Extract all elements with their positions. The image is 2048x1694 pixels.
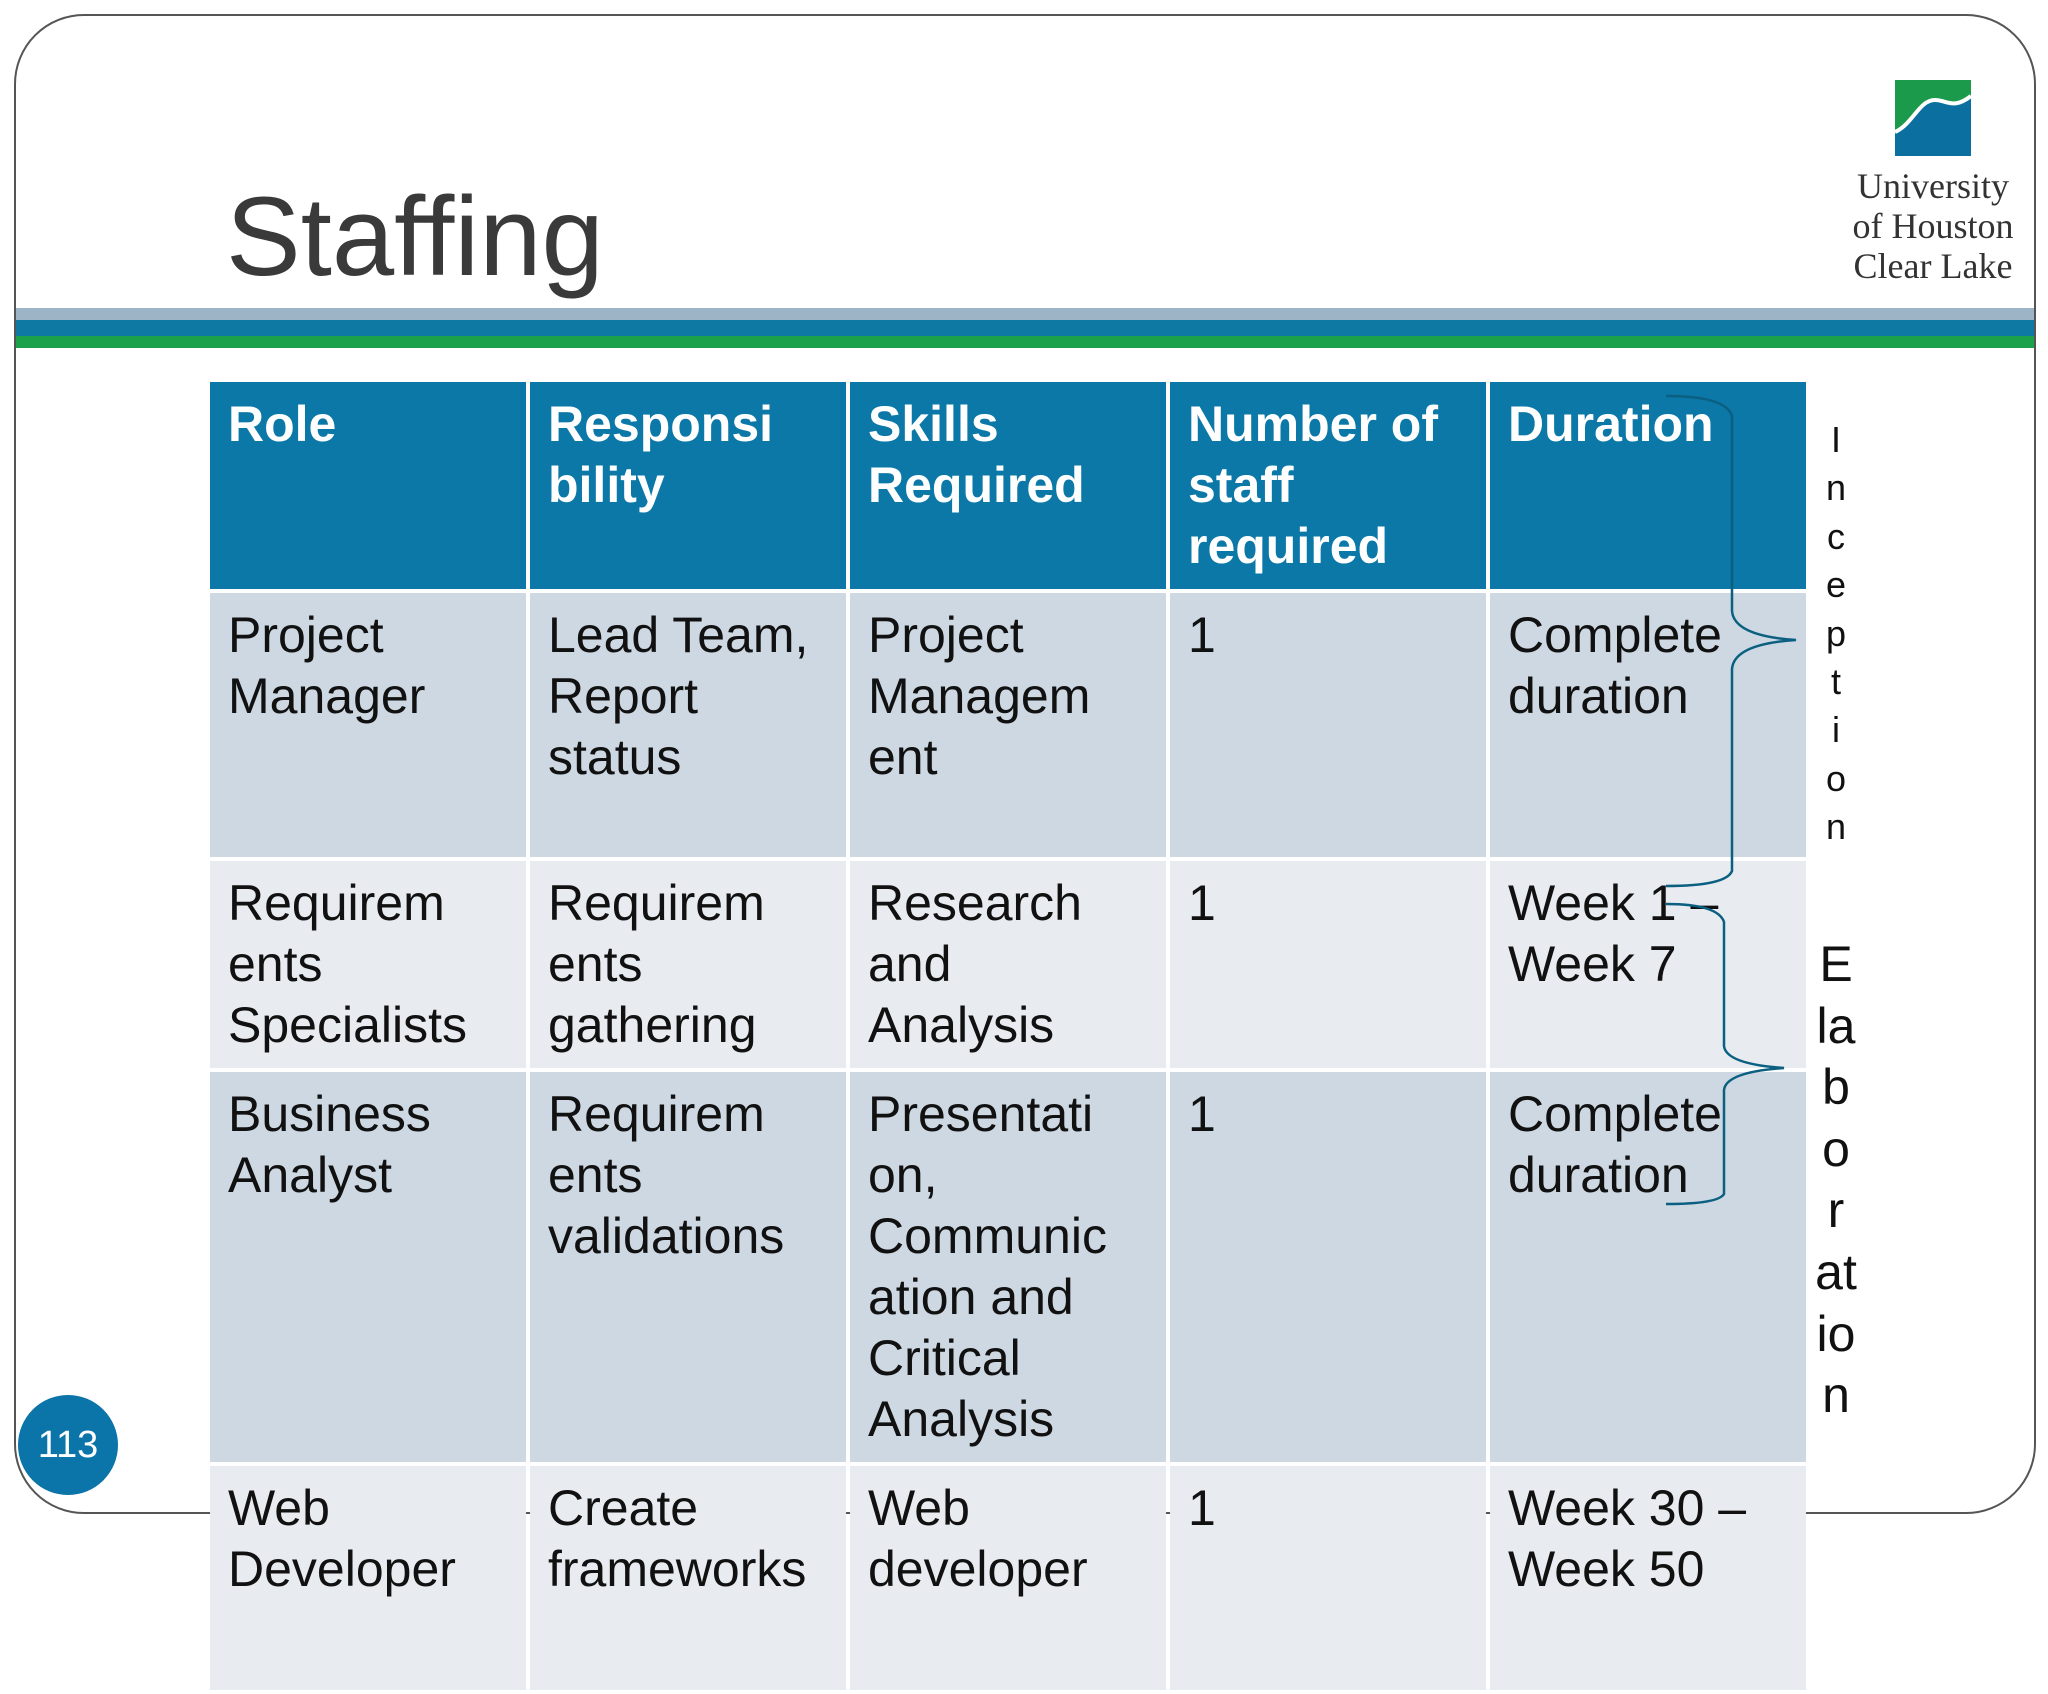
inception-label	[1816, 416, 1856, 852]
elaboration-letter: la	[1816, 997, 1856, 1054]
table-cell: Week 1 – Week 7	[1490, 861, 1806, 1068]
inception-letter: n	[1825, 467, 1847, 509]
inception-letter: n	[1825, 806, 1847, 848]
table-cell: Presentati on, Communic ation and Critical Analysis	[850, 1072, 1166, 1462]
logo-mark-icon	[1895, 80, 1971, 156]
table-cell: Create frameworks	[530, 1466, 846, 1690]
table-header-row	[210, 382, 1806, 589]
table-cell: Business Analyst	[210, 1072, 526, 1462]
header-rule-green	[16, 336, 2034, 348]
table-cell: Complete duration	[1490, 593, 1806, 857]
elaboration-letter: r	[1827, 1182, 1845, 1239]
column-header: Duration	[1490, 382, 1806, 589]
header-rule-grey	[16, 308, 2034, 320]
table-row	[210, 1466, 1806, 1690]
table-row	[210, 1072, 1806, 1462]
inception-letter: i	[1832, 709, 1840, 751]
table-cell: Requirem ents Specialists	[210, 861, 526, 1068]
inception-brace	[1666, 396, 1796, 886]
table-cell: Week 30 – Week 50	[1490, 1466, 1806, 1690]
university-logo	[1828, 80, 2038, 286]
inception-letter: c	[1827, 515, 1845, 557]
slide	[14, 14, 2036, 1597]
table-cell: Project Managem ent	[850, 593, 1166, 857]
header-rule-blue	[16, 320, 2034, 336]
table-row	[210, 593, 1806, 857]
page-number-badge: 113	[18, 1395, 118, 1495]
logo-line-1: University	[1857, 166, 2009, 206]
column-header: Number of staff required	[1170, 382, 1486, 589]
table-cell: Web Developer	[210, 1466, 526, 1690]
table-cell: Web developer	[850, 1466, 1166, 1690]
elaboration-letter: io	[1816, 1305, 1856, 1362]
table-cell: Project Manager	[210, 593, 526, 857]
table-cell: Requirem ents validations	[530, 1072, 846, 1462]
table-cell: 1	[1170, 1072, 1486, 1462]
elaboration-brace	[1666, 904, 1784, 1204]
table-row	[210, 861, 1806, 1068]
logo-line-3: Clear Lake	[1853, 246, 2013, 286]
inception-letter: t	[1830, 661, 1841, 703]
elaboration-label	[1796, 934, 1876, 1427]
phase-brackets	[1666, 386, 1806, 1206]
column-header: Role	[210, 382, 526, 589]
inception-letter: o	[1825, 757, 1847, 799]
column-header: Skills Required	[850, 382, 1166, 589]
inception-letter: p	[1825, 612, 1847, 654]
slide-title: Staffing	[226, 174, 604, 299]
column-header: Responsi bility	[530, 382, 846, 589]
table-cell: Requirem ents gathering	[530, 861, 846, 1068]
elaboration-letter: at	[1815, 1243, 1857, 1300]
table-cell: Research and Analysis	[850, 861, 1166, 1068]
elaboration-letter: E	[1819, 936, 1853, 992]
elaboration-letter: n	[1822, 1367, 1850, 1424]
elaboration-letter: o	[1822, 1120, 1850, 1177]
elaboration-letter: b	[1822, 1059, 1850, 1116]
table-cell: Lead Team, Report status	[530, 593, 846, 857]
logo-line-2: of Houston	[1852, 206, 2014, 246]
inception-letter: e	[1825, 564, 1847, 606]
table-cell: 1	[1170, 593, 1486, 857]
staffing-table	[206, 378, 1810, 1694]
table-cell: 1	[1170, 1466, 1486, 1690]
table-cell: 1	[1170, 861, 1486, 1068]
table-cell: Complete duration	[1490, 1072, 1806, 1462]
inception-letter: I	[1830, 419, 1841, 460]
